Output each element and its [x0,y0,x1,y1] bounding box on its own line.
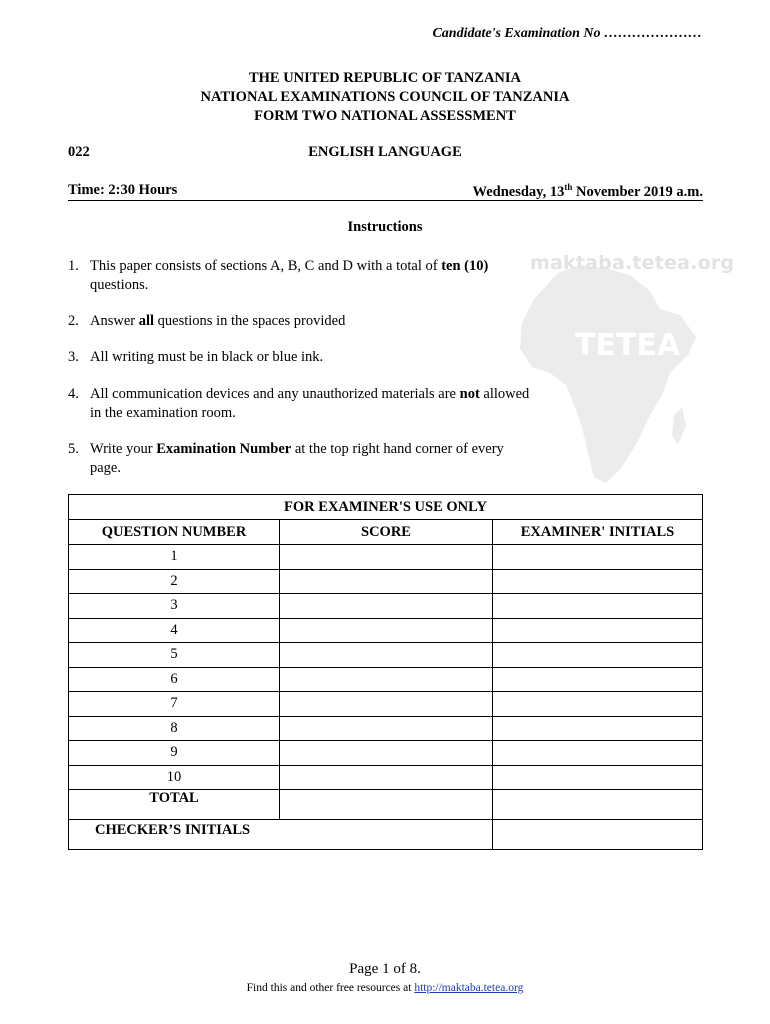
score-cell[interactable] [280,594,493,619]
checker-initials-cell[interactable] [493,820,703,850]
score-cell[interactable] [280,741,493,766]
score-cell[interactable] [280,667,493,692]
question-number: 7 [69,692,280,717]
question-number: 9 [69,741,280,766]
table-row [69,667,703,692]
instruction-text: Answer all questions in the spaces provided [90,313,346,329]
instruction-item [68,385,538,423]
instruction-item [68,312,538,331]
score-cell[interactable] [280,716,493,741]
instruction-number: 2. [68,313,79,329]
examiner-initials-cell[interactable] [493,667,703,692]
table-row [69,716,703,741]
question-number: 1 [69,545,280,570]
table-row [69,569,703,594]
watermark-site: maktaba.tetea.org [530,252,735,274]
africa-map-icon [510,245,700,495]
header-council: NATIONAL EXAMINATIONS COUNCIL OF TANZANIA [200,89,570,105]
instruction-number: 4. [68,386,79,402]
table-row [69,692,703,717]
examiner-initials-cell[interactable] [493,741,703,766]
instruction-item [68,440,538,478]
footer-link[interactable]: http://maktaba.tetea.org [414,982,524,994]
examiner-initials-cell[interactable] [493,569,703,594]
question-number: 6 [69,667,280,692]
examiner-initials-cell[interactable] [493,618,703,643]
col-examiner-initials: EXAMINER' INITIALS [493,520,703,545]
examiner-initials-cell[interactable] [493,692,703,717]
table-row [69,643,703,668]
header-divider [68,200,703,201]
total-score-cell[interactable] [280,790,493,820]
question-number: 3 [69,594,280,619]
instruction-text: All communication devices and any unauthorized materials are not allowed in the examination room. [90,386,530,421]
score-cell[interactable] [280,643,493,668]
question-number: 4 [69,618,280,643]
question-number: 8 [69,716,280,741]
instructions-title: Instructions [347,219,423,235]
paper-code: 022 [68,144,90,160]
score-cell[interactable] [280,545,493,570]
page-number: Page 1 of 8. [349,961,421,977]
instruction-number: 5. [68,441,79,457]
tetea-logo-text: TETEA [575,328,681,363]
instruction-item [68,348,538,367]
header-republic: THE UNITED REPUBLIC OF TANZANIA [248,70,522,86]
question-number: 5 [69,643,280,668]
total-initials-cell [493,790,703,820]
table-title: FOR EXAMINER'S USE ONLY [69,495,703,520]
paper-subject: ENGLISH LANGUAGE [308,144,462,160]
candidate-examination-number: Candidate's Examination No ………………… [432,26,702,41]
examiner-table [68,494,703,850]
instruction-item [68,257,538,295]
instruction-number: 1. [68,258,79,274]
score-cell[interactable] [280,765,493,790]
table-row [69,594,703,619]
question-number: 2 [69,569,280,594]
examiner-initials-cell[interactable] [493,643,703,668]
total-label: TOTAL [69,790,280,820]
table-row [69,741,703,766]
instruction-text: Write your Examination Number at the top right hand corner of every page. [90,441,504,476]
col-question-number: QUESTION NUMBER [69,520,280,545]
examiner-initials-cell[interactable] [493,594,703,619]
instruction-text: All writing must be in black or blue ink. [90,349,324,365]
table-row [69,545,703,570]
score-cell[interactable] [280,618,493,643]
instruction-number: 3. [68,349,79,365]
table-row [69,765,703,790]
question-number: 10 [69,765,280,790]
paper-time: Time: 2:30 Hours [68,182,178,198]
examiner-initials-cell[interactable] [493,716,703,741]
score-cell[interactable] [280,569,493,594]
header-assessment: FORM TWO NATIONAL ASSESSMENT [254,108,516,124]
score-cell[interactable] [280,692,493,717]
table-row [69,618,703,643]
checker-initials-label: CHECKER’S INITIALS [69,820,493,850]
instruction-text: This paper consists of sections A, B, C and D with a total of ten (10) questions. [90,258,489,293]
col-score: SCORE [280,520,493,545]
footer-resources: Find this and other free resources at http://maktaba.tetea.org [246,982,524,994]
examiner-initials-cell[interactable] [493,765,703,790]
examiner-initials-cell[interactable] [493,545,703,570]
paper-date: Wednesday, 13th November 2019 a.m. [472,182,703,200]
